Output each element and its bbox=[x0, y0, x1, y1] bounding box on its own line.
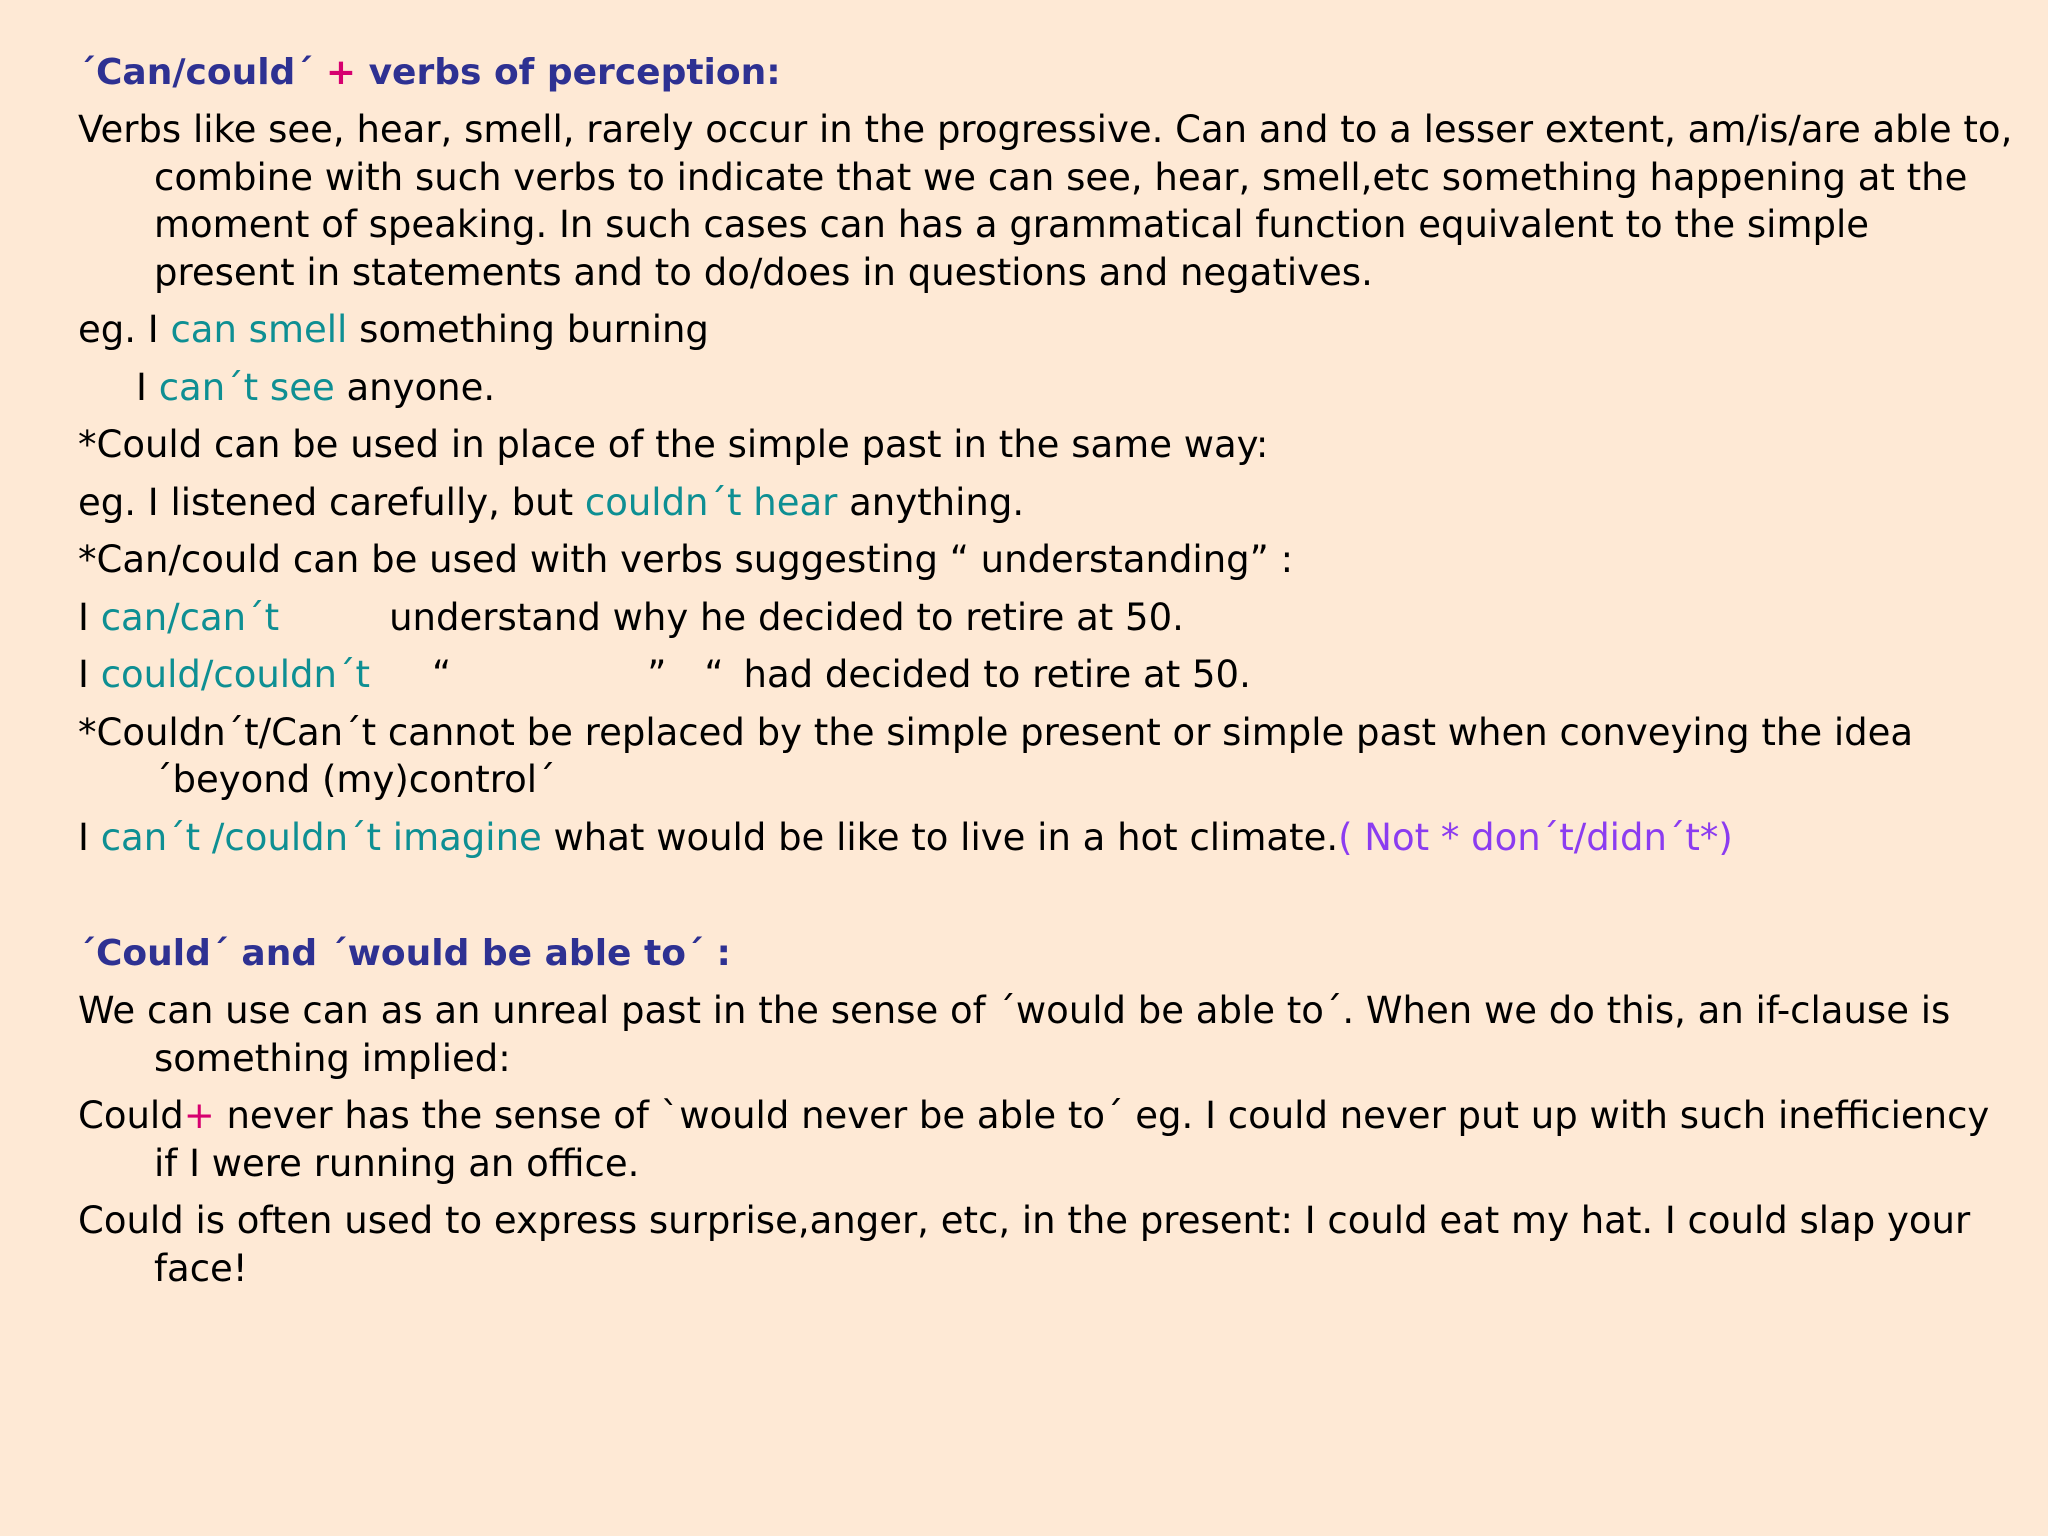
slide-content bbox=[78, 48, 2018, 1302]
example-suffix: understand why he decided to retire at 50. bbox=[389, 595, 1184, 639]
heading-text-verbs: verbs of perception: bbox=[368, 52, 781, 93]
example-suffix: had decided to retire at 50. bbox=[743, 653, 1251, 696]
example-suffix: something burning bbox=[347, 308, 709, 351]
example-cant-see bbox=[78, 364, 2018, 412]
note-could-simple-past: *Could can be used in place of the simple past in the same way: bbox=[78, 423, 1269, 466]
example-prefix: I bbox=[78, 815, 101, 859]
ditto-mark-2: ” bbox=[647, 653, 667, 696]
example-prefix: eg. I listened carefully, but bbox=[78, 480, 585, 524]
example-cant-imagine bbox=[78, 814, 2018, 862]
note-beyond-control: *Couldn´t/Can´t cannot be replaced by the simple present or simple past when conveying the idea ´beyond (my)control´ bbox=[78, 710, 1914, 801]
example-highlight: can smell bbox=[170, 308, 348, 351]
example-prefix: I bbox=[78, 595, 101, 639]
example-highlight: couldn´t hear bbox=[584, 480, 838, 524]
example-can-smell bbox=[78, 306, 2018, 354]
example-highlight: can/can´t bbox=[100, 595, 280, 639]
paragraph-unreal-past: We can use can as an unreal past in the sense of ´would be able to´. When we do this, an if-clause is something implied: bbox=[78, 989, 1951, 1080]
example-highlight: could/couldn´t bbox=[100, 653, 371, 696]
could-never-text: never has the sense of `would never be able to´ eg. I could never put up with such inefficiency if I were running an office. bbox=[154, 1094, 1990, 1185]
example-highlight: can´t see bbox=[158, 365, 335, 409]
paragraph-surprise-anger: Could is often used to express surprise,anger, etc, in the present: I could eat my hat. I could slap your face! bbox=[78, 1199, 1971, 1290]
example-couldnt-hear bbox=[78, 479, 2018, 527]
example-could-understand bbox=[78, 651, 2018, 699]
section-heading-perception bbox=[78, 48, 2018, 98]
example-suffix: anyone. bbox=[334, 365, 496, 409]
heading-plus-sign: + bbox=[325, 52, 357, 93]
example-prefix: eg. I bbox=[78, 308, 171, 351]
example-middle: what would be like to live in a hot climate. bbox=[541, 815, 1339, 859]
could-word: Could bbox=[78, 1094, 184, 1137]
section-heading-would-be-able: ´Could´ and ´would be able to´ : bbox=[78, 933, 731, 974]
ditto-mark-3: “ bbox=[704, 653, 724, 696]
could-plus-sign: + bbox=[183, 1094, 215, 1137]
section-spacer bbox=[78, 871, 2018, 929]
heading-text-can-could: ´Can/could´ bbox=[78, 52, 314, 93]
paragraph-could-never bbox=[78, 1092, 2018, 1187]
example-can-understand bbox=[78, 594, 2018, 642]
example-prefix: I bbox=[78, 653, 101, 696]
example-aside: ( Not * don´t/didn´t*) bbox=[1338, 815, 1733, 859]
note-understanding: *Can/could can be used with verbs suggesting “ understanding” : bbox=[78, 538, 1294, 581]
intro-paragraph: Verbs like see, hear, smell, rarely occur in the progressive. Can and to a lesser extent, am/is/are able to, combine with such verbs to indicate that we can see, hear, smell,etc something happening at the moment of speaking. In such cases can has a grammatical function equivalent to the simple present in statements and to do/does in questions and negatives. bbox=[78, 108, 2013, 294]
example-highlight: can´t /couldn´t imagine bbox=[100, 815, 542, 859]
example-suffix: anything. bbox=[837, 480, 1025, 524]
ditto-mark-1: “ bbox=[432, 653, 452, 696]
example-prefix: I bbox=[136, 365, 159, 409]
